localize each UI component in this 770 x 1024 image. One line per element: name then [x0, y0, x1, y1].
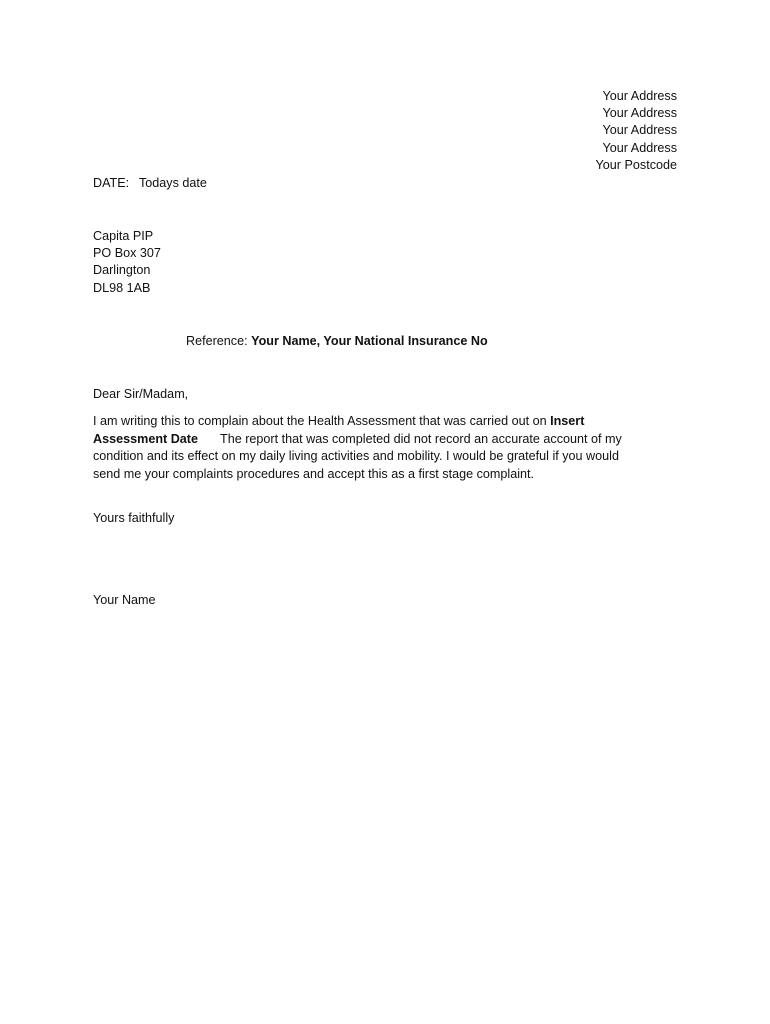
body-line-1-text: I am writing this to complain about the Health Assessment that was carried out on	[93, 414, 547, 428]
assessment-date-placeholder-part-1: Insert	[550, 414, 585, 428]
sender-address-line-4: Your Address	[602, 141, 677, 155]
body-line-3: condition and its effect on my daily living activities and mobility. I would be grateful if you would	[93, 449, 619, 463]
sender-address-line-3: Your Address	[602, 123, 677, 137]
date-label: DATE:	[93, 176, 130, 190]
closing: Yours faithfully	[93, 511, 175, 525]
date-value: Todays date	[139, 176, 207, 190]
salutation: Dear Sir/Madam,	[93, 387, 189, 401]
reference-value: Your Name, Your National Insurance No	[251, 334, 488, 348]
recipient-line-2: PO Box 307	[93, 246, 161, 260]
recipient-line-1: Capita PIP	[93, 229, 154, 243]
recipient-line-4: DL98 1AB	[93, 281, 151, 295]
reference-line	[186, 333, 488, 350]
body-line-1	[93, 413, 658, 431]
body-line-2-text: The report that was completed did not record an accurate account of my	[220, 431, 622, 446]
date-line	[93, 175, 207, 192]
signature-name: Your Name	[93, 593, 156, 607]
sender-postcode: Your Postcode	[595, 158, 677, 172]
body-paragraph	[93, 413, 658, 483]
body-line-2	[93, 431, 658, 449]
recipient-line-3: Darlington	[93, 263, 151, 277]
assessment-date-placeholder-part-2: Assessment Date	[93, 431, 198, 446]
reference-label: Reference:	[186, 334, 248, 348]
sender-address-line-1: Your Address	[602, 89, 677, 103]
sender-address-line-2: Your Address	[602, 106, 677, 120]
body-line-4: send me your complaints procedures and accept this as a first stage complaint.	[93, 466, 535, 481]
